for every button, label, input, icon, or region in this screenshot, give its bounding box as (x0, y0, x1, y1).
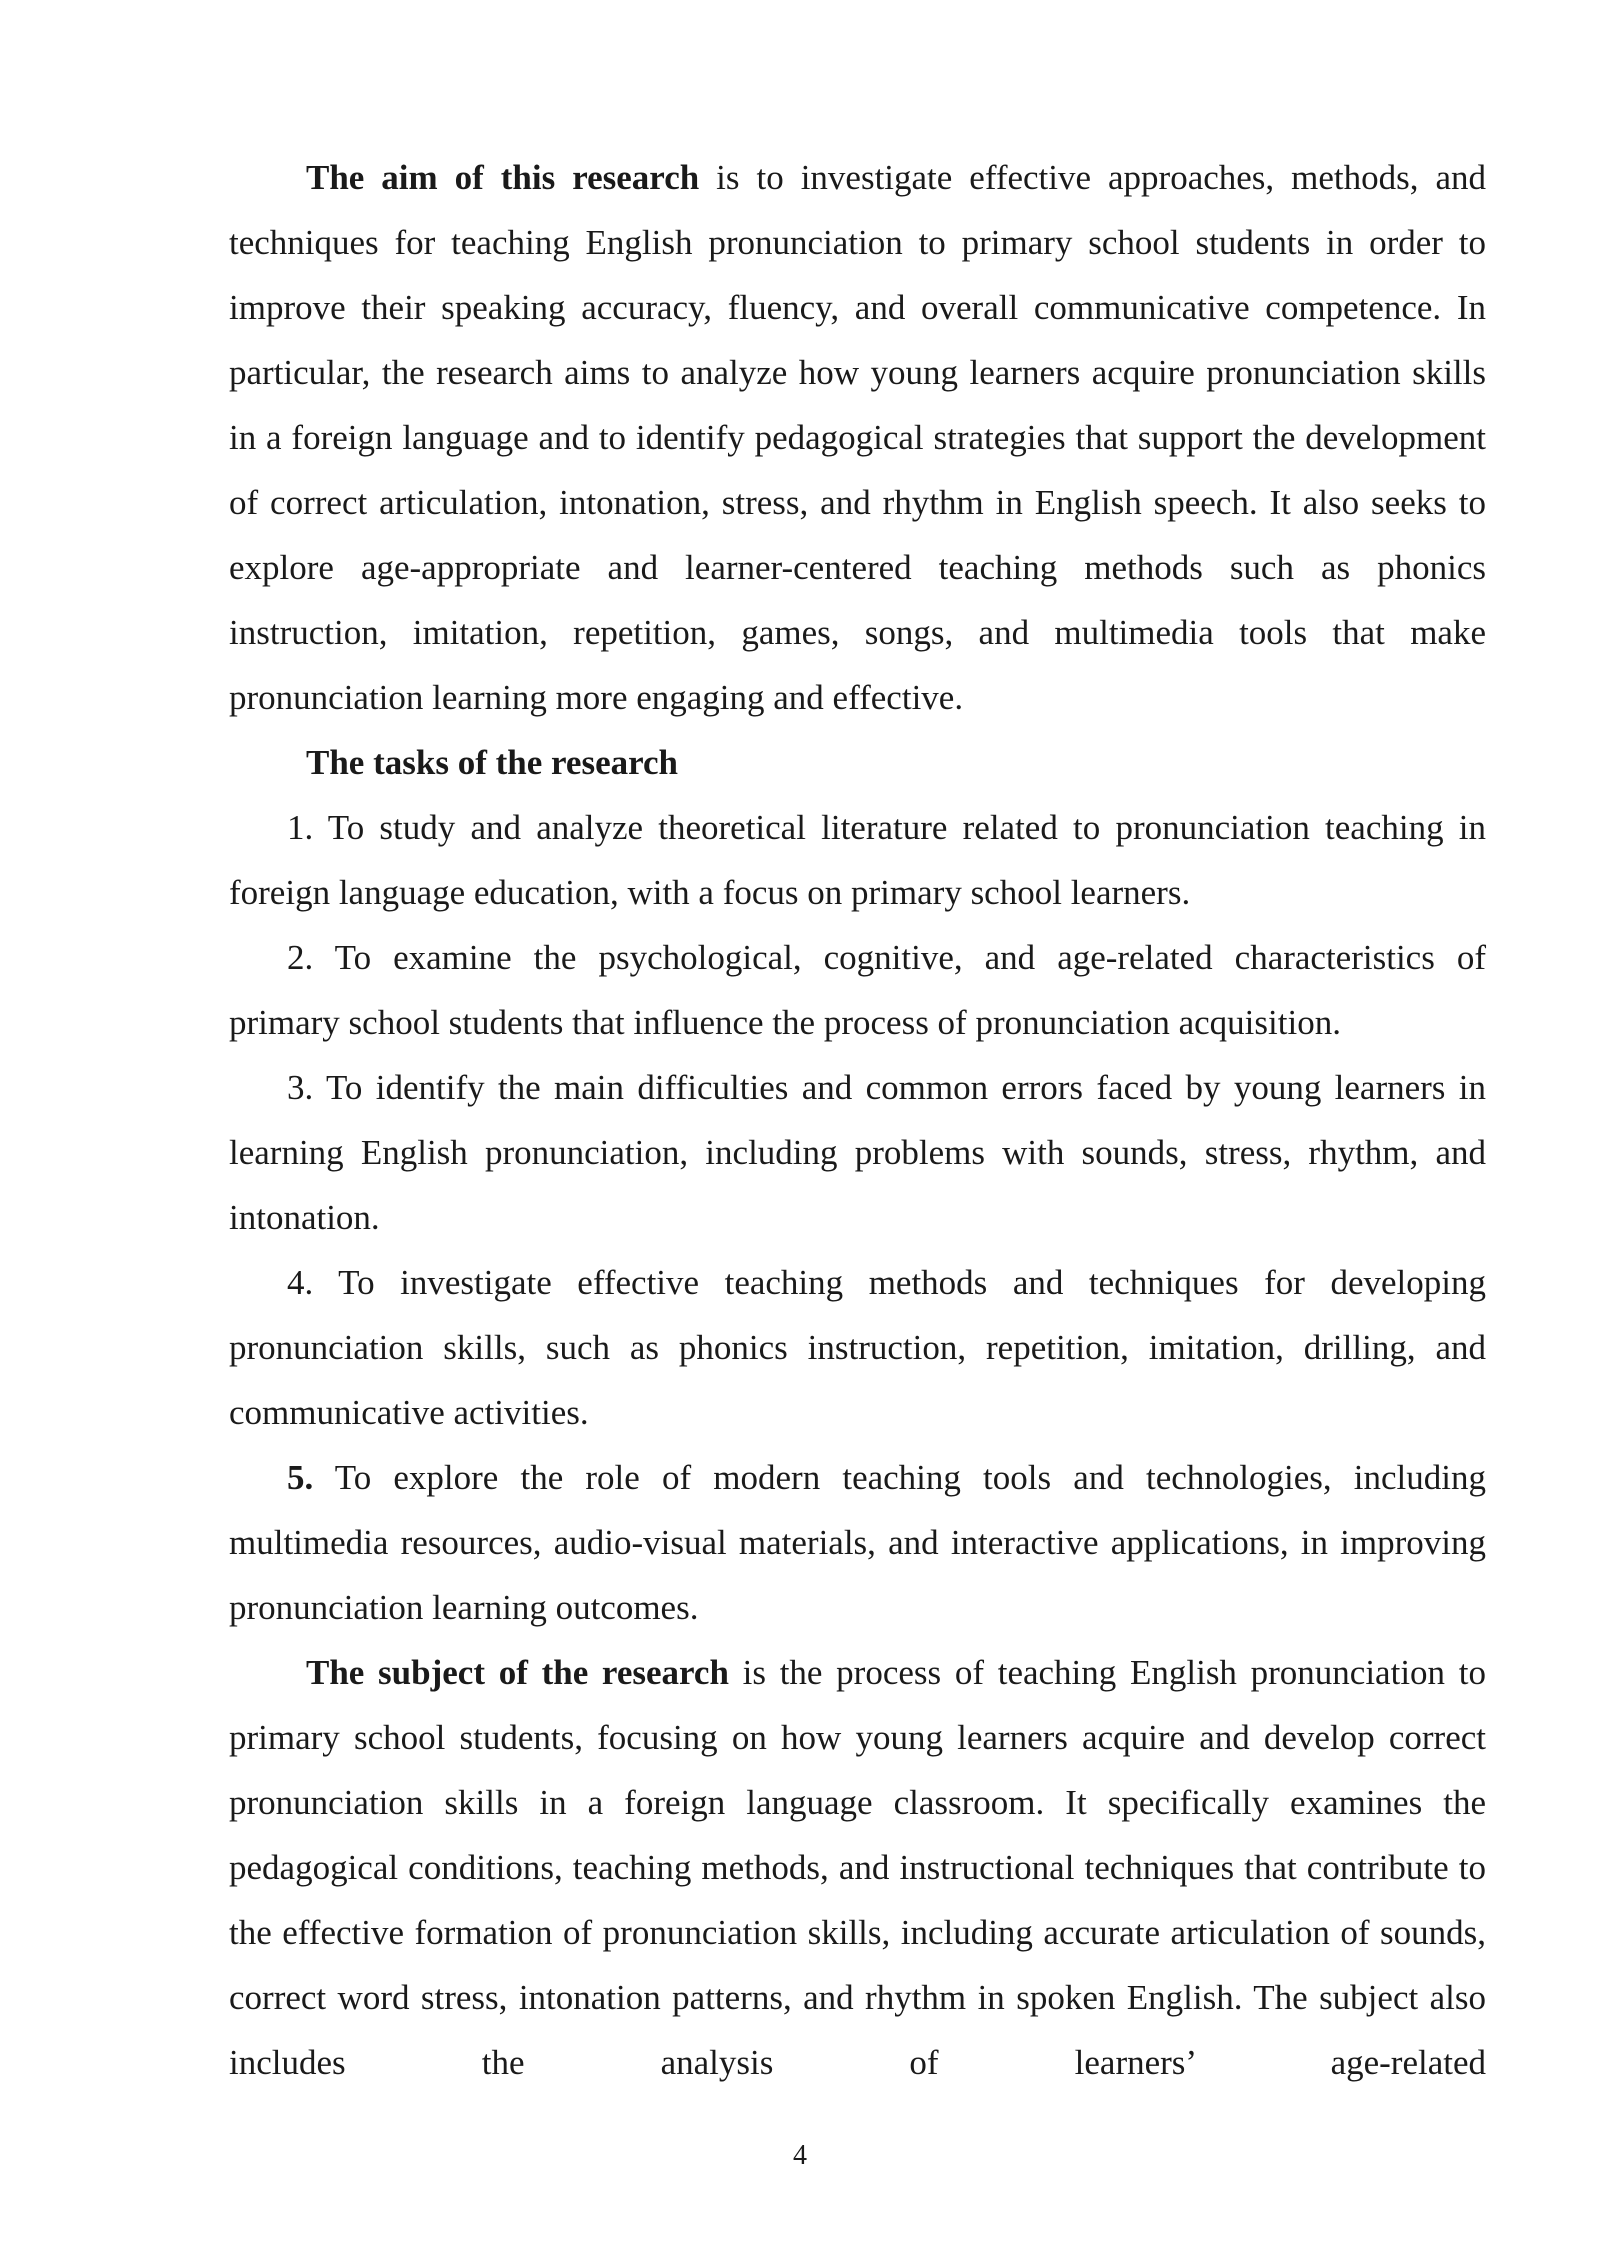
task-text: To study and analyze theoretical literature related to pronunciation teaching in foreign language education, with a focus on primary school learners. (229, 808, 1486, 912)
task-item-1 (229, 795, 1486, 925)
task-number: 4. (287, 1263, 314, 1302)
task-item-2 (229, 925, 1486, 1055)
page-number: 4 (793, 2140, 807, 2171)
task-text: To investigate effective teaching methods and techniques for developing pronunciation skills, such as phonics instruction, repetition, imitation, drilling, and communicative activities. (229, 1263, 1486, 1432)
task-text: To explore the role of modern teaching tools and technologies, including multimedia resources, audio-visual materials, and interactive applications, in improving pronunciation learning outcomes. (229, 1458, 1486, 1627)
task-item-4 (229, 1250, 1486, 1445)
aim-text: is to investigate effective approaches, methods, and techniques for teaching English pronunciation to primary school students in order to improve their speaking accuracy, fluency, and overall communicative competence. In particular, the research aims to analyze how young learners acquire pronunciation skills in a foreign language and to identify pedagogical strategies that support the development of correct articulation, intonation, stress, and rhythm in English speech. It also seeks to explore age-appropriate and learner-centered teaching methods such as phonics instruction, imitation, repetition, games, songs, and multimedia tools that make pronunciation learning more engaging and effective. (229, 158, 1486, 717)
document-page (229, 145, 1486, 2095)
task-number: 1. (287, 808, 314, 847)
task-number: 3. (287, 1068, 314, 1107)
task-item-3 (229, 1055, 1486, 1250)
subject-text: is the process of teaching English pronunciation to primary school students, focusing on how young learners acquire and develop correct pronunciation skills in a foreign language classroom. It specifically examines the pedagogical conditions, teaching methods, and instructional techniques that contribute to the effective formation of pronunciation skills, including accurate articulation of sounds, correct word stress, intonation patterns, and rhythm in spoken English. The subject also includes the analysis of learners’ age-related (229, 1653, 1486, 2082)
tasks-heading: The tasks of the research (306, 743, 679, 782)
task-item-5 (229, 1445, 1486, 1640)
task-number: 2. (287, 938, 314, 977)
aim-paragraph (229, 145, 1486, 730)
aim-lead: The aim of this research (306, 158, 700, 197)
task-number: 5. (287, 1458, 314, 1497)
task-text: To identify the main difficulties and common errors faced by young learners in learning English pronunciation, including problems with sounds, stress, rhythm, and intonation. (229, 1068, 1486, 1237)
subject-paragraph (229, 1640, 1486, 2095)
task-text: To examine the psychological, cognitive, and age-related characteristics of primary school students that influence the process of pronunciation acquisition. (229, 938, 1486, 1042)
subject-lead: The subject of the research (306, 1653, 729, 1692)
